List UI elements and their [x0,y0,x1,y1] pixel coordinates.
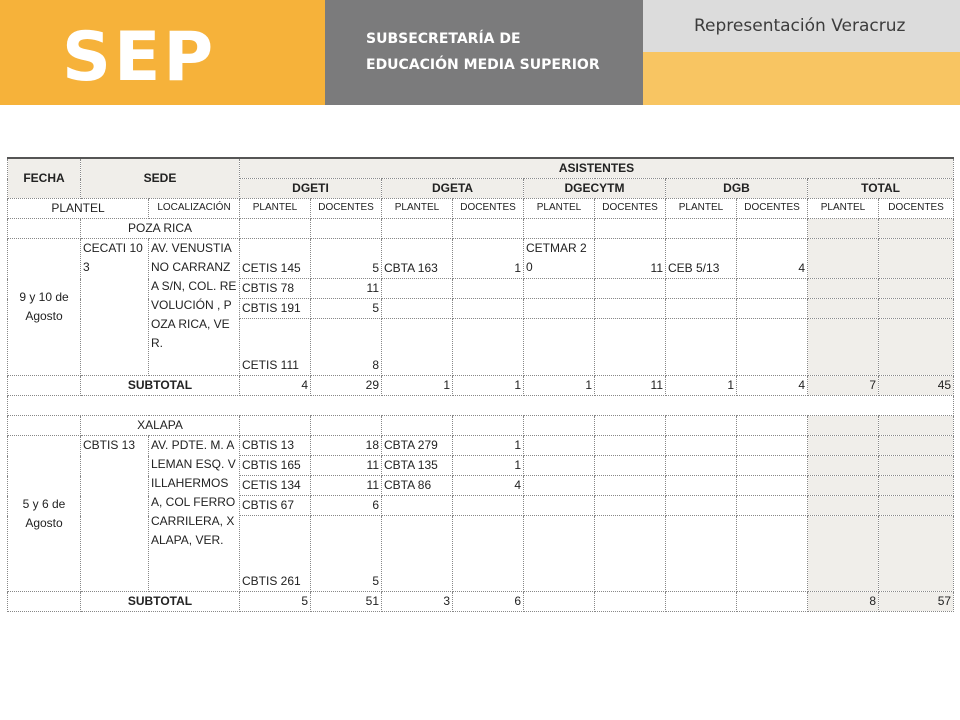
subheader-plantel: PLANTEL [382,199,453,219]
plantel-cell: CBTA 86 [382,476,453,496]
subheader-localizacion: LOCALIZACIÓN [149,199,240,219]
subheader-plantel: PLANTEL [524,199,595,219]
plantel-cell [524,456,595,476]
docentes-cell: 5 [311,299,382,319]
docentes-cell [737,456,808,476]
total-docentes-cell [879,476,954,496]
docentes-cell [595,496,666,516]
subtotal-label: SUBTOTAL [81,592,240,612]
table-cell [524,219,595,239]
subtotal-value: 1 [453,376,524,396]
subheader-plantel: PLANTEL [808,199,879,219]
table-cell [737,416,808,436]
table-cell [311,219,382,239]
fecha-cell: 5 y 6 de Agosto [8,436,81,592]
spacer-cell [8,396,954,416]
docentes-cell [737,516,808,592]
table-cell [311,416,382,436]
spacer-row [8,396,954,416]
subtotal-value: 11 [595,376,666,396]
plantel-cell: CBTIS 261 [240,516,311,592]
table-cell [240,219,311,239]
region-label: POZA RICA [81,219,240,239]
subheader-plantel: PLANTEL [240,199,311,219]
sep-logo: SEP [62,18,217,97]
subheader-docentes: DOCENTES [311,199,382,219]
subtotal-value: 57 [879,592,954,612]
plantel-cell [524,436,595,456]
docentes-cell: 6 [311,496,382,516]
table-cell [453,416,524,436]
subtotal-row [8,592,954,612]
subtotal-value: 5 [240,592,311,612]
region-row [8,219,954,239]
docentes-cell: 1 [453,436,524,456]
header-group-dgb: DGB [666,179,808,199]
subtotal-value [524,592,595,612]
plantel-cell: CBTIS 78 [240,279,311,299]
total-plantel-cell [808,496,879,516]
docentes-cell [453,279,524,299]
sede-localizacion-cell: AV. VENUSTIANO CARRANZA S/N, COL. REVOLUCIÓN , POZA RICA, VER. [149,239,240,376]
table-cell [666,219,737,239]
docentes-cell [737,436,808,456]
plantel-cell [666,436,737,456]
subtotal-value: 6 [453,592,524,612]
plantel-cell: CBTIS 67 [240,496,311,516]
total-docentes-cell [879,319,954,376]
region-label: XALAPA [81,416,240,436]
subtotal-row [8,376,954,396]
plantel-cell [666,279,737,299]
table-cell [666,416,737,436]
docentes-cell [737,476,808,496]
plantel-cell [382,516,453,592]
docentes-cell: 8 [311,319,382,376]
table-cell [453,219,524,239]
subtotal-value: 1 [666,376,737,396]
table-cell [595,219,666,239]
plantel-cell [382,496,453,516]
plantel-cell: CETIS 111 [240,319,311,376]
subtotal-value: 1 [382,376,453,396]
table-cell [879,416,954,436]
total-plantel-cell [808,239,879,279]
plantel-cell [524,319,595,376]
plantel-cell: CBTIS 13 [240,436,311,456]
header-fecha: FECHA [8,158,81,199]
docentes-cell: 18 [311,436,382,456]
plantel-cell: CBTIS 191 [240,299,311,319]
plantel-cell: CETIS 145 [240,239,311,279]
subtotal-value: 8 [808,592,879,612]
accent-strip [643,52,960,105]
subtotal-value: 29 [311,376,382,396]
subtotal-value: 7 [808,376,879,396]
docentes-cell [453,516,524,592]
plantel-cell [666,299,737,319]
table-cell [808,219,879,239]
plantel-cell [666,496,737,516]
docentes-cell [595,319,666,376]
header-group-total: TOTAL [808,179,954,199]
subtotal-value: 1 [524,376,595,396]
plantel-cell [666,516,737,592]
total-docentes-cell [879,496,954,516]
subtotal-value: 4 [240,376,311,396]
header-asistentes: ASISTENTES [240,158,954,179]
subheader-row [8,199,954,219]
header-sede: SEDE [81,158,240,199]
plantel-cell [666,456,737,476]
data-row [8,436,954,456]
docentes-cell [595,476,666,496]
sede-plantel-cell: CECATI 103 [81,239,149,376]
plantel-cell [524,496,595,516]
docentes-cell [595,456,666,476]
header-row-asistentes [8,158,954,179]
subsecretaria-banner [325,0,643,105]
total-plantel-cell [808,456,879,476]
table-cell [240,416,311,436]
total-plantel-cell [808,299,879,319]
docentes-cell: 5 [311,239,382,279]
table-cell [382,416,453,436]
total-docentes-cell [879,456,954,476]
docentes-cell [595,516,666,592]
sede-localizacion-cell: AV. PDTE. M. ALEMAN ESQ. VILLAHERMOSA, COL FERROCARRILERA, XALAPA, VER. [149,436,240,592]
plantel-cell: CBTA 135 [382,456,453,476]
region-row [8,416,954,436]
total-plantel-cell [808,319,879,376]
total-plantel-cell [808,436,879,456]
docentes-cell: 4 [737,239,808,279]
attendance-table [7,157,954,612]
total-docentes-cell [879,299,954,319]
docentes-cell: 11 [311,476,382,496]
plantel-cell [524,299,595,319]
table-cell [737,219,808,239]
total-docentes-cell [879,436,954,456]
subheader-docentes: DOCENTES [595,199,666,219]
plantel-cell [382,279,453,299]
header-group-dgeta: DGETA [382,179,524,199]
subheader-docentes: DOCENTES [879,199,954,219]
plantel-cell [524,516,595,592]
header-group-dgecytm: DGECYTM [524,179,666,199]
table-cell [8,219,81,239]
subsecretaria-line1: SUBSECRETARÍA DE [366,31,521,47]
header-group-dgeti: DGETI [240,179,382,199]
plantel-cell: CBTA 279 [382,436,453,456]
docentes-cell [737,279,808,299]
data-row [8,239,954,279]
docentes-cell: 5 [311,516,382,592]
table-cell [808,416,879,436]
representacion-title: Representación Veracruz [694,16,906,36]
plantel-cell: CBTIS 165 [240,456,311,476]
plantel-cell: CBTA 163 [382,239,453,279]
docentes-cell [453,299,524,319]
plantel-cell [382,319,453,376]
fecha-cell: 9 y 10 de Agosto [8,239,81,376]
table-cell [524,416,595,436]
docentes-cell [453,496,524,516]
subtotal-value: 3 [382,592,453,612]
table-cell [595,416,666,436]
docentes-cell [737,319,808,376]
docentes-cell: 4 [453,476,524,496]
docentes-cell [595,436,666,456]
plantel-cell: CETMAR 20 [524,239,595,279]
docentes-cell [595,299,666,319]
subheader-docentes: DOCENTES [453,199,524,219]
docentes-cell: 1 [453,239,524,279]
plantel-cell [666,319,737,376]
subheader-docentes: DOCENTES [737,199,808,219]
subheader-plantel: PLANTEL [666,199,737,219]
representacion-banner [643,0,960,52]
docentes-cell: 1 [453,456,524,476]
plantel-cell: CEB 5/13 [666,239,737,279]
docentes-cell: 11 [311,456,382,476]
total-plantel-cell [808,516,879,592]
table-cell [879,219,954,239]
plantel-cell [524,279,595,299]
plantel-cell [524,476,595,496]
total-docentes-cell [879,239,954,279]
docentes-cell [737,299,808,319]
docentes-cell [737,496,808,516]
total-docentes-cell [879,516,954,592]
docentes-cell: 11 [311,279,382,299]
subtotal-value: 51 [311,592,382,612]
total-docentes-cell [879,279,954,299]
docentes-cell: 11 [595,239,666,279]
plantel-cell: CETIS 134 [240,476,311,496]
sede-plantel-cell: CBTIS 13 [81,436,149,592]
docentes-cell [595,279,666,299]
plantel-cell [382,299,453,319]
subtotal-value: 4 [737,376,808,396]
table-cell [8,592,81,612]
table-cell [8,416,81,436]
subtotal-value [595,592,666,612]
table-cell [382,219,453,239]
table-cell [8,376,81,396]
sep-banner [0,0,325,105]
subheader-plantel: PLANTEL [8,199,149,219]
total-plantel-cell [808,279,879,299]
subtotal-value: 45 [879,376,954,396]
docentes-cell [453,319,524,376]
subsecretaria-line2: EDUCACIÓN MEDIA SUPERIOR [366,57,600,73]
plantel-cell [666,476,737,496]
subtotal-value [737,592,808,612]
subtotal-label: SUBTOTAL [81,376,240,396]
subtotal-value [666,592,737,612]
total-plantel-cell [808,476,879,496]
